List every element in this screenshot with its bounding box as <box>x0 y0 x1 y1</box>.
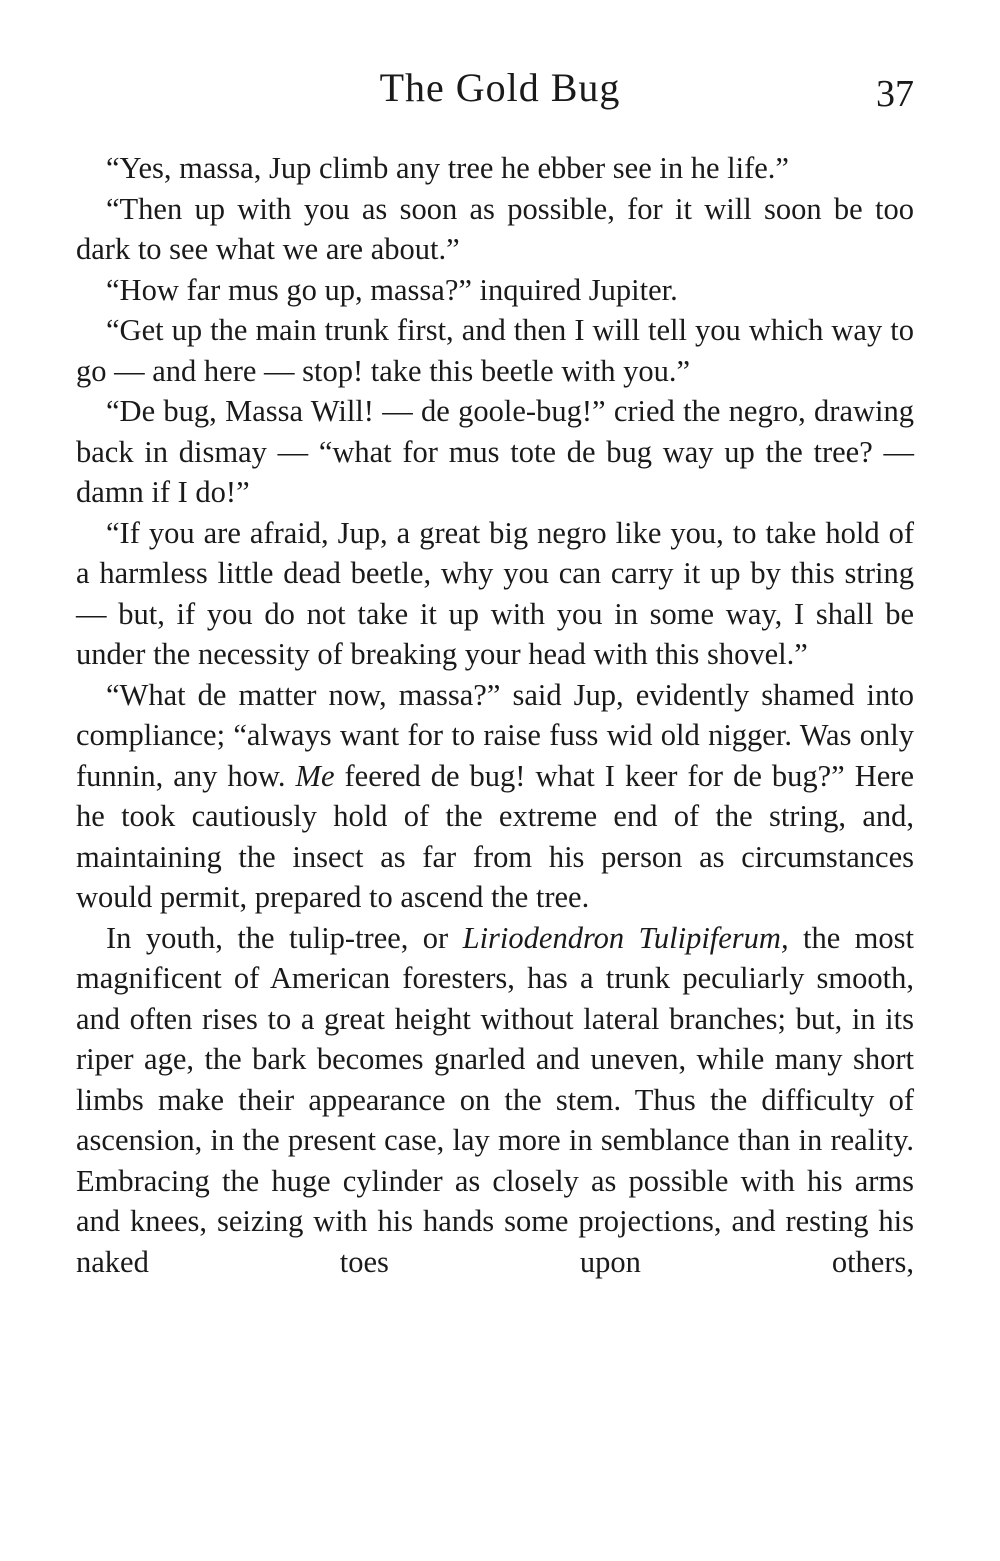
body-text <box>76 148 914 1282</box>
paragraph-text: feered de bug! what I keer for de bug?” Here he took cautiously hold of the extreme end of the string, and, maintaining the insect as far from his person as circumstances would permit, prepared to ascend the tree. <box>76 758 914 914</box>
emphasis-text: Me <box>295 758 335 793</box>
paragraph-text: In youth, the tulip-tree, or <box>106 920 463 955</box>
page-number: 37 <box>876 73 914 115</box>
paragraph-yes-massa: “Yes, massa, Jup climb any tree he ebber see in he life.” <box>106 151 789 185</box>
emphasis-text: Liriodendron Tulipiferum, <box>462 920 789 955</box>
paragraph-text: the most magnificent of American foresters, has a trunk peculiarly smooth, and often rises to a great height without lateral branches; but, in its riper age, the bark becomes gnarled and uneven, while many short limbs make their appearance on the stem. Thus the difficulty of ascension, in the present case, lay more in semblance than in reality. Embracing the huge cylinder as closely as possible with his arms and knees, seizing with his hands some projections, and resting his naked toes upon others, <box>76 920 914 1279</box>
paragraph-tulip-tree <box>76 918 914 1283</box>
paragraph-then-up: “Then up with you as soon as possible, for it will soon be too dark to see what we are about.” <box>76 191 914 266</box>
paragraph-get-up-trunk: “Get up the main trunk first, and then I will tell you which way to go — and here — stop! take this beetle with you.” <box>76 313 914 388</box>
paragraph-if-afraid: “If you are afraid, Jup, a great big negro like you, to take hold of a harmless little dead beetle, why you can carry it up by this string — but, if you do not take it up with you in some way, I shall be under the necessity of breaking your head with this shovel.” <box>76 515 914 671</box>
paragraph-what-de-matter <box>76 675 914 918</box>
running-title: The Gold Bug <box>379 65 621 110</box>
paragraph-text: “What de matter now, massa?” said Jup, evidently shamed into compliance; “always want for to raise fuss wid old nigger. Was only funnin, any how. <box>76 677 914 793</box>
running-head <box>0 64 1000 114</box>
paragraph-how-far: “How far mus go up, massa?” inquired Jupiter. <box>106 272 678 307</box>
paragraph-de-bug: “De bug, Massa Will! — de goole-bug!” cried the negro, drawing back in dismay — “what for mus tote de bug way up the tree? — damn if I do!” <box>76 394 914 509</box>
